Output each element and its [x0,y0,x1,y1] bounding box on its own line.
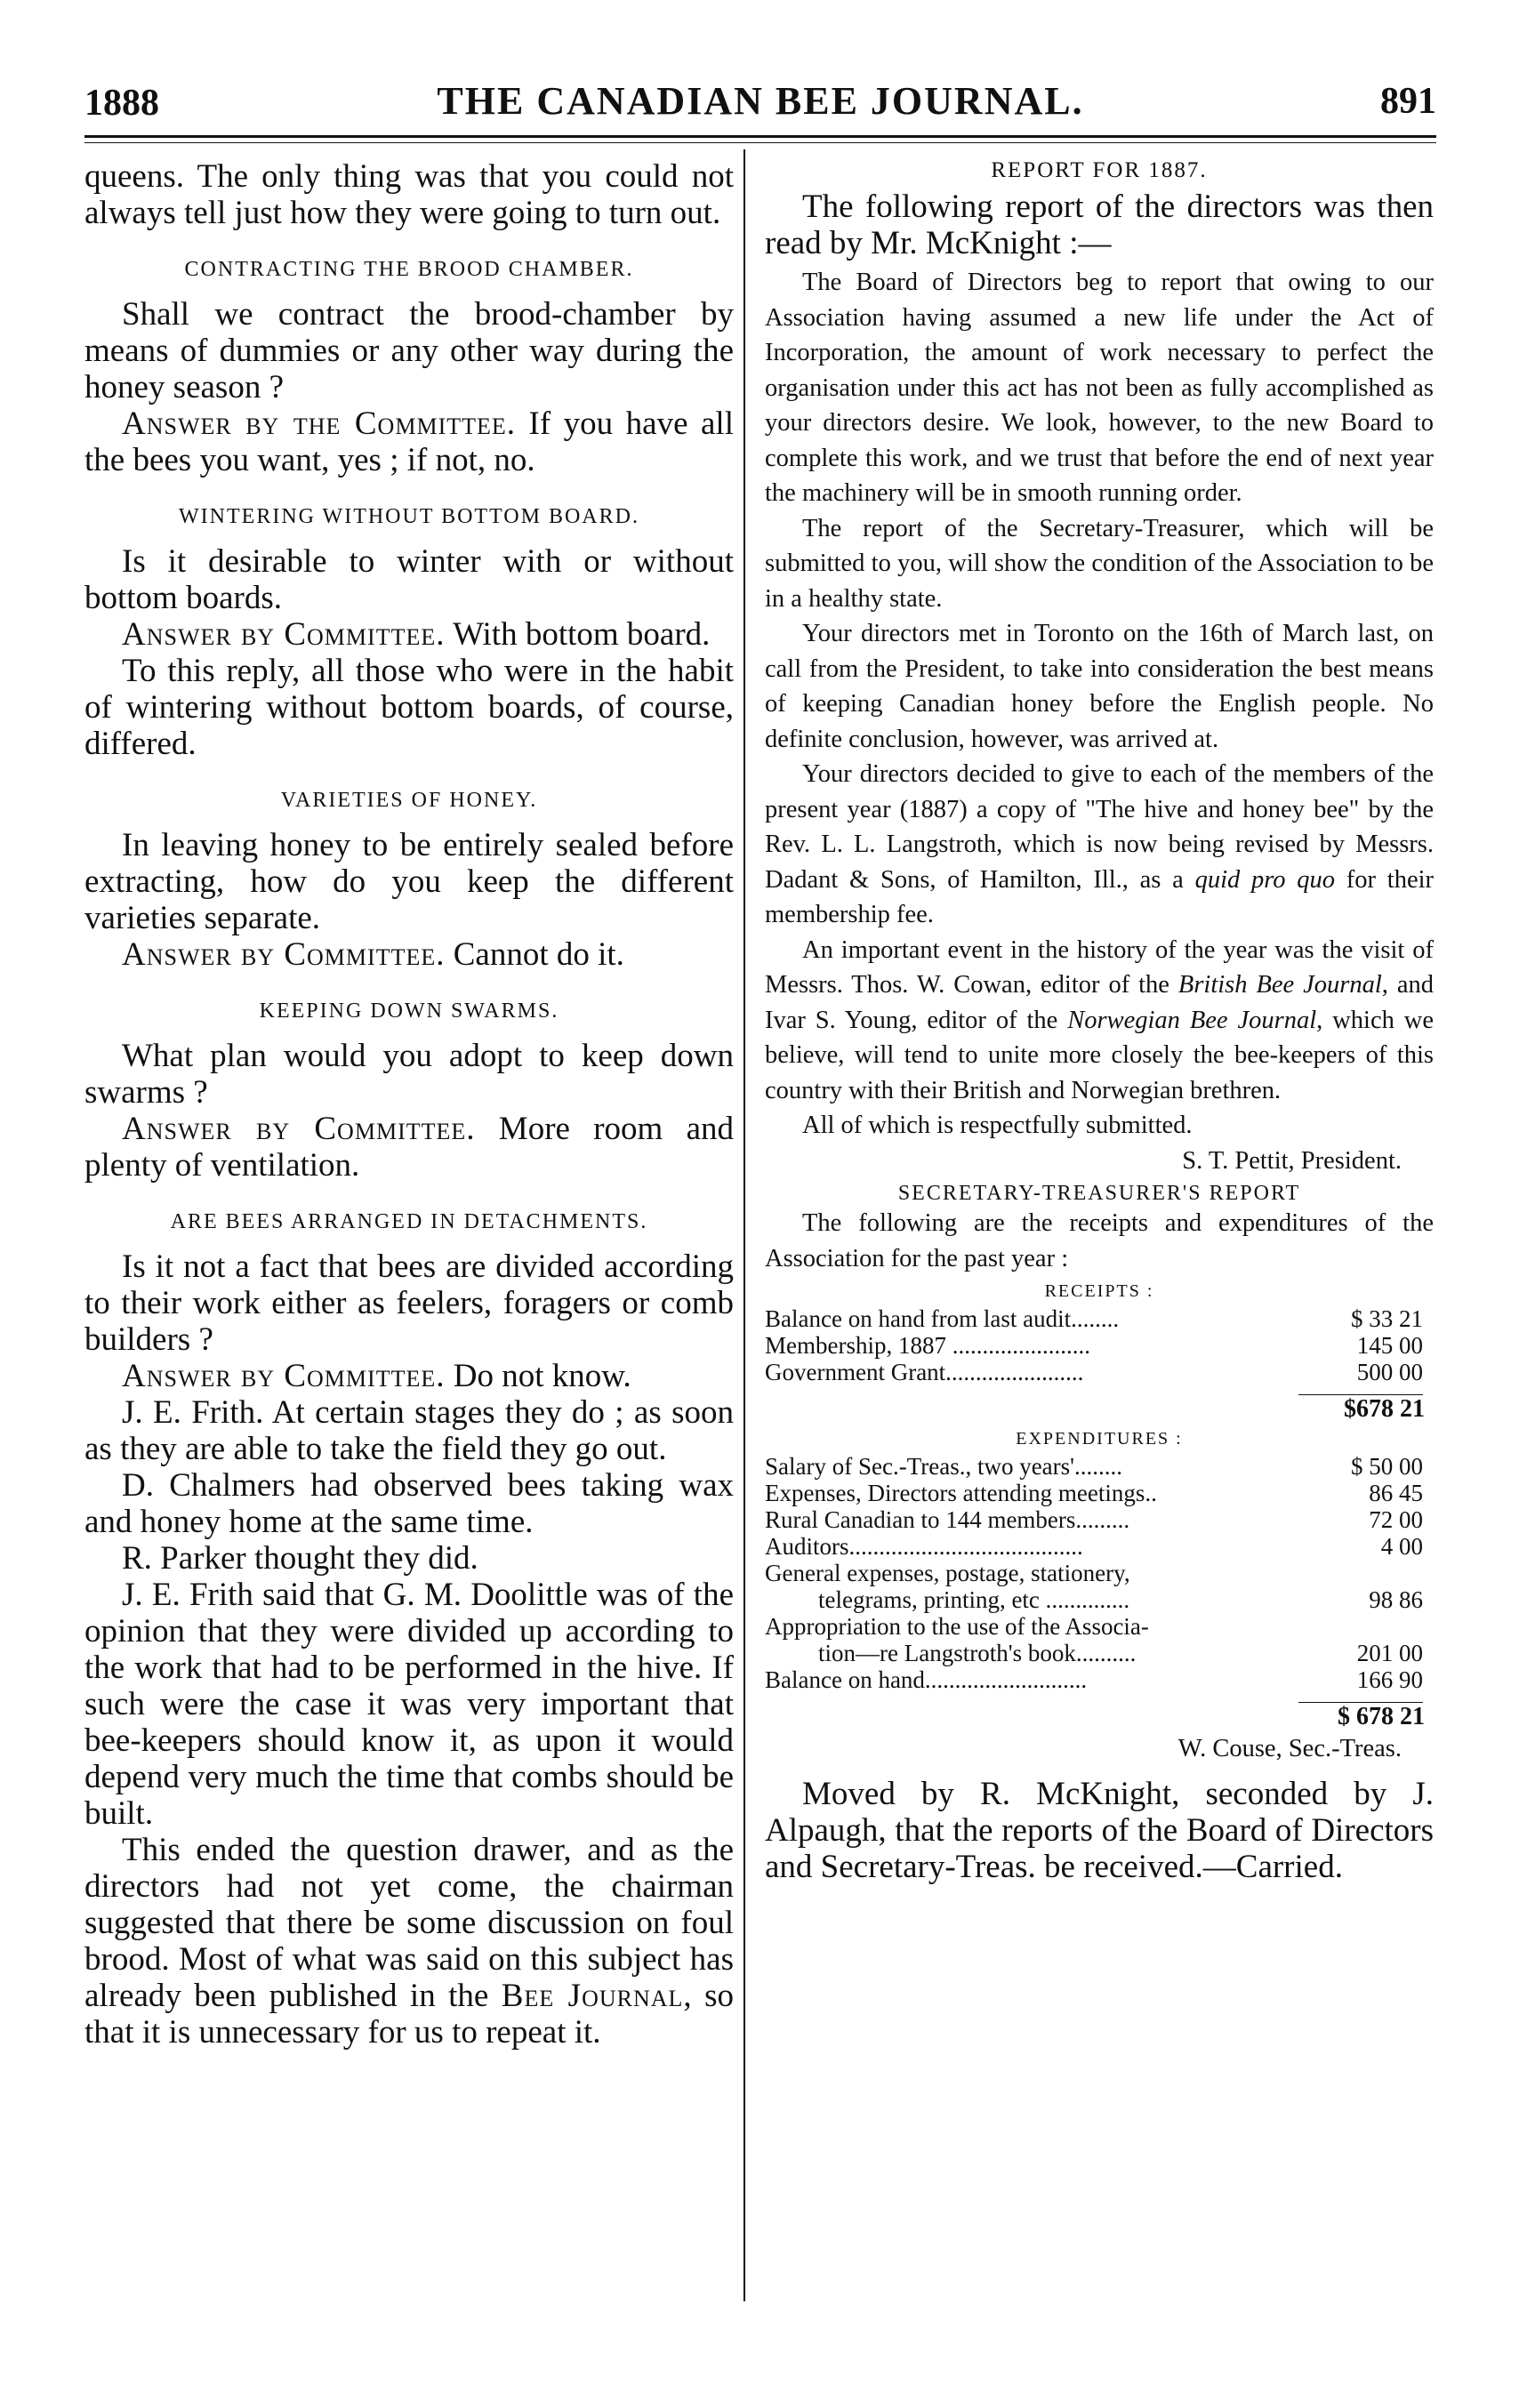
bee-journal-name: Bee Journal [501,1978,684,2014]
expenditure-amount: 4 00 [1380,1533,1423,1560]
answer-text: Do not know. [453,1358,631,1394]
intro-paragraph: queens. The only thing was that you could not always tell just how they were going to turn out. [84,158,734,231]
answer-label: Answer by Committee. [122,936,446,973]
report-paragraph-6: All of which is respectfully submitted. [802,1112,1193,1139]
motion-paragraph: Moved by R. McKnight, seconded by J. Alpaugh, that the reports of the Board of Directors and Secretary-Treas. be received.—Carried. [765,1775,1434,1885]
answer-label: Answer by Committee. [122,1358,446,1394]
r4-text-b: for their membership fee. [765,865,1434,928]
expenditure-label: Auditors....................................... [765,1533,1083,1560]
expenditure-label: tion—re Langstroth's book.......... [818,1640,1137,1666]
receipt-label: Government Grant....................... [765,1359,1084,1385]
header-rule-thin [84,142,1436,143]
answer-wintering [84,616,734,653]
note-wintering: To this reply, all those who were in the habit of wintering without bottom boards, of course, differed. [84,653,734,762]
page-number: 891 [1380,81,1436,122]
answer-contracting [84,405,734,478]
signature-president: S. T. Pettit, President. [1182,1146,1402,1175]
header-rule-thick [84,135,1436,138]
question-contracting: Shall we contract the brood-chamber by means of dummies or any other way during the honey season ? [84,296,734,405]
receipts-total: $678 21 [1344,1395,1425,1423]
report-paragraph-3: Your directors met in Toronto on the 16th of March last, on call from the President, to take into consideration the best means of keeping Canadian honey before the English people. No definite conclusion, however, was arrived at. [765,620,1434,753]
receipt-label: Membership, 1887 ....................... [765,1332,1090,1359]
section-heading-varieties: VARIETIES OF HONEY. [280,789,538,812]
paragraph-question-drawer-end [84,1832,734,2051]
header-year: 1888 [84,83,159,124]
norwegian-bee-journal: Norwegian Bee Journal [1067,1006,1317,1034]
answer-swarms [84,1111,734,1184]
question-detachments: Is it not a fact that bees are divided according to their work either as feelers, foragers or comb builders ? [84,1248,734,1358]
expenditure-amount: $ 50 00 [1351,1453,1423,1480]
question-wintering: Is it desirable to winter with or without bottom boards. [84,543,734,616]
expenditure-row [765,1453,1423,1480]
answer-text: More room and plenty of ventilation. [84,1111,735,1184]
expenditure-row [765,1640,1423,1666]
expenditures-heading: EXPENDITURES : [1016,1429,1183,1449]
receipt-amount: 145 00 [1356,1332,1423,1359]
answer-detachments [84,1358,734,1394]
expenditure-amount: 72 00 [1369,1506,1423,1533]
expenditure-label: telegrams, printing, etc .............. [818,1586,1130,1613]
report-paragraph-2: The report of the Secretary-Treasurer, which will be submitted to you, will show the condition of the Association to be in a healthy state. [765,514,1434,613]
expenditure-row [765,1666,1423,1693]
left-column [84,158,734,2051]
question-swarms: What plan would you adopt to keep down swarms ? [84,1038,734,1111]
section-heading-wintering: WINTERING WITHOUT BOTTOM BOARD. [179,505,639,528]
end-text-a: This ended the question drawer, and as the directors had not yet come, the chairman suggested that there be some discussion on foul brood. Most of what was said on this subject has already been published in the [84,1832,734,2014]
expenditure-label: Salary of Sec.-Treas., two years'........ [765,1453,1123,1480]
paragraph-frith: J. E. Frith. At certain stages they do ; as soon as they are able to take the field they go out. [84,1394,734,1467]
receipts-ledger [765,1305,1423,1385]
answer-label: Answer by Committee. [122,1111,476,1147]
expenditure-amount [1298,1560,1423,1586]
expenditure-label: General expenses, postage, stationery, [765,1560,1130,1586]
expenditure-label: Expenses, Directors attending meetings.. [765,1480,1157,1506]
answer-text: If you have all the bees you want, yes ; if not, no. [84,405,734,478]
receipt-row [765,1332,1423,1359]
receipt-label: Balance on hand from last audit........ [765,1305,1120,1332]
report-paragraph-1: The Board of Directors beg to report that owing to our Association having assumed a new life under the Act of Incorporation, the amount of work necessary to perfect the organisation under this act has not been as fully accomplished as your directors desire. We look, however, to the new Board to complete this work, and we trust that before the end of next year the machinery will be in smooth running order. [765,269,1434,507]
expenditure-row [765,1533,1423,1560]
section-heading-swarms: KEEPING DOWN SWARMS. [259,999,559,1023]
receipt-amount: 500 00 [1356,1359,1423,1385]
report-paragraph-4 [765,757,1434,933]
receipt-row [765,1305,1423,1332]
section-heading-detachments: ARE BEES ARRANGED IN DETACHMENTS. [170,1210,648,1233]
expenditure-row [765,1560,1423,1586]
r5-text-b: , and Ivar S. Young, editor of the [765,971,1434,1034]
column-divider [743,149,745,2301]
expenditure-amount: 166 90 [1356,1666,1423,1693]
expenditures-total: $ 678 21 [1338,1703,1425,1730]
right-column [765,158,1434,1885]
expenditure-amount [1298,1613,1423,1640]
receipt-row [765,1359,1423,1385]
report-heading: REPORT FOR 1887. [991,158,1208,182]
receipt-amount: $ 33 21 [1351,1305,1423,1332]
expenditure-label: Rural Canadian to 144 members......... [765,1506,1130,1533]
expenditure-row [765,1480,1423,1506]
r5-text-c: , which we believe, will tend to unite more closely the bee-keepers of this country with their British and Norwegian brethren. [765,1006,1434,1104]
section-heading-contracting: CONTRACTING THE BROOD CHAMBER. [184,258,634,281]
expenditure-label: Appropriation to the use of the Associa- [765,1613,1149,1640]
end-text-b: , so that it is unnecessary for us to repeat it. [84,1978,735,2051]
expenditure-row [765,1613,1423,1640]
expenditure-row [765,1506,1423,1533]
receipts-heading: RECEIPTS : [1044,1281,1154,1301]
question-varieties: In leaving honey to be entirely sealed before extracting, how do you keep the different varieties separate. [84,827,734,936]
expenditure-amount: 98 86 [1369,1586,1423,1613]
expenditures-ledger [765,1453,1423,1693]
answer-text: Cannot do it. [453,936,624,973]
page-header [84,73,1436,135]
expenditure-amount: 201 00 [1356,1640,1423,1666]
report-paragraph-5 [765,933,1434,1109]
sec-treas-heading: SECRETARY-TREASURER'S REPORT [897,1182,1301,1205]
answer-text: With bottom board. [453,616,711,653]
r4-italic: quid pro quo [1194,865,1336,894]
british-bee-journal: British Bee Journal [1177,971,1382,999]
expenditure-label: Balance on hand........................... [765,1666,1088,1693]
report-intro: The following report of the directors was then read by Mr. McKnight :— [765,189,1434,261]
sec-treas-intro: The following are the receipts and expenditures of the Association for the past year : [765,1209,1434,1272]
r5-text-a: An important event in the history of the year was the visit of Messrs. Thos. W. Cowan, editor of the [765,935,1434,999]
answer-label: Answer by Committee. [122,616,446,653]
signature-treasurer: W. Couse, Sec.-Treas. [1177,1735,1402,1762]
paragraph-chalmers: D. Chalmers had observed bees taking wax and honey home at the same time. [84,1467,734,1540]
answer-varieties [84,936,734,973]
answer-label: Answer by the Committee. [122,405,517,442]
expenditure-row [765,1586,1423,1613]
journal-title: THE CANADIAN BEE JOURNAL. [437,79,1084,123]
paragraph-parker: R. Parker thought they did. [122,1540,478,1577]
r4-text-a: Your directors decided to give to each of the members of the present year (1887) a copy of "The hive and honey bee" by the Rev. L. L. Langstroth, which is now being revised by Messrs. Dadant & Sons, of Hamilton, Ill., as a [765,760,1434,894]
expenditure-amount: 86 45 [1369,1480,1423,1506]
paragraph-doolittle: J. E. Frith said that G. M. Doolittle was of the opinion that they were divided up according to the work that had to be performed in the hive. If such were the case it was very important that bee-keepers should know it, as upon it would depend very much the time that combs should be built. [84,1577,734,1832]
